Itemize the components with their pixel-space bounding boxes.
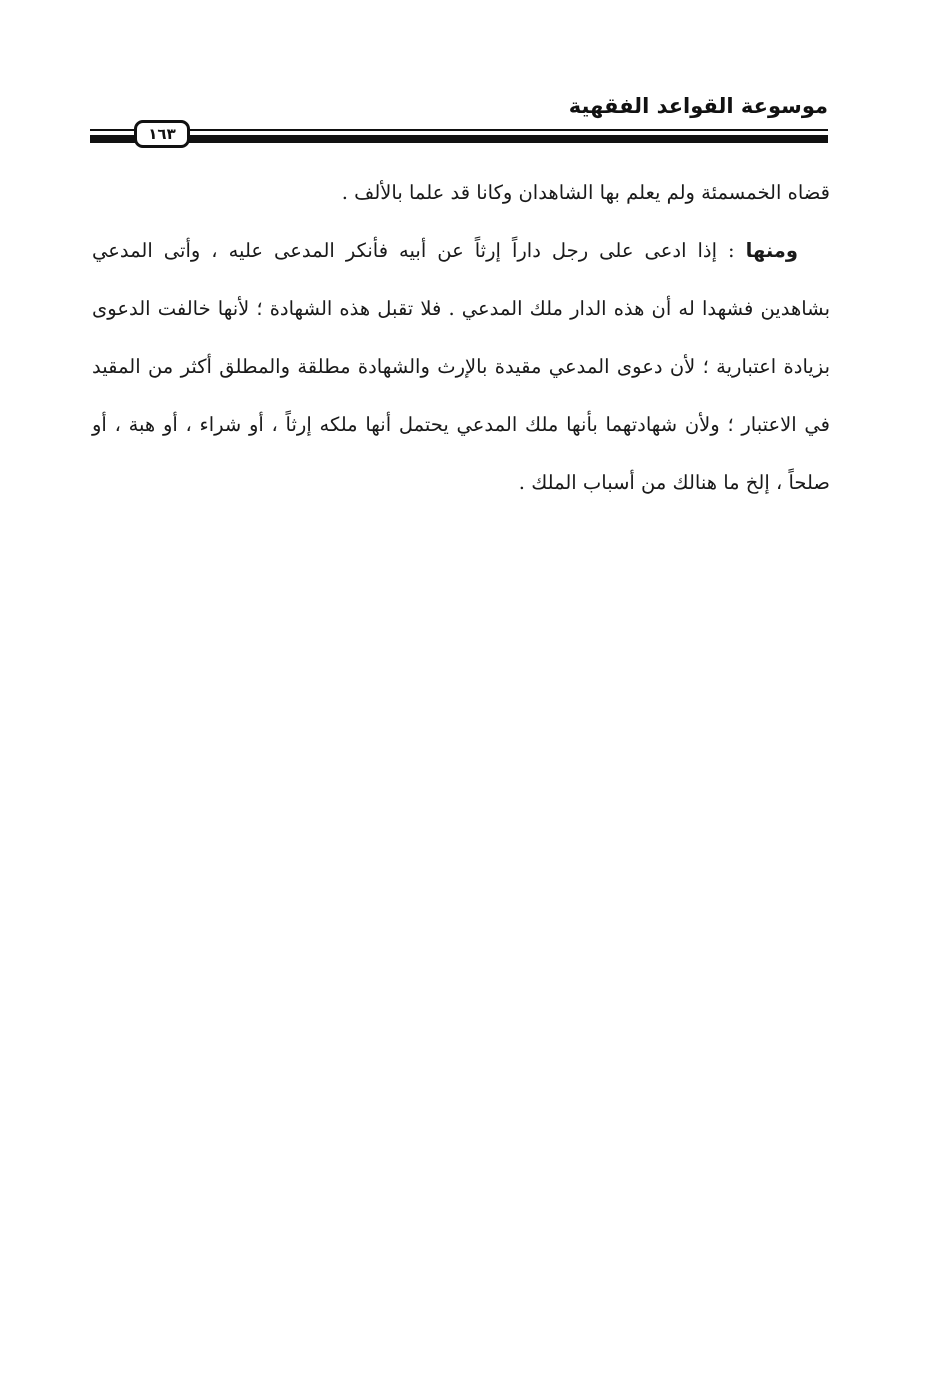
page-number: ١٦٣ (134, 120, 190, 148)
paragraph-1: قضاه الخمسمئة ولم يعلم بها الشاهدان وكانا قد علما بالألف . (341, 181, 830, 204)
book-title: موسوعة القواعد الفقهية (568, 94, 828, 118)
page-header (90, 88, 828, 158)
header-rule-thick (90, 135, 828, 143)
paragraph-2-text: : إذا ادعى على رجل داراً إرثاً عن أبيه فأنكر المدعى عليه ، وأتى المدعي بشاهدين فشهدا له أن هذه الدار ملك المدعي . فلا تقبل هذه الشهادة ؛ لأنها خالفت الدعوى بزيادة اعتبارية ؛ لأن دعوى المدعي مقيدة بالإرث والشهادة مطلقة والمطلق أكثر من المقيد في الاعتبار ؛ ولأن شهادتهما بأنها ملك المدعي يحتمل أنها ملكه إرثاً ، أو شراء ، أو هبة ، أو صلحاً ، إلخ ما هنالك من أسباب الملك . (92, 239, 830, 494)
paragraph-lead-word: ومنها (745, 239, 798, 262)
header-rule-thin (90, 129, 828, 131)
page-body (92, 164, 830, 512)
paragraph-2 (92, 222, 830, 512)
